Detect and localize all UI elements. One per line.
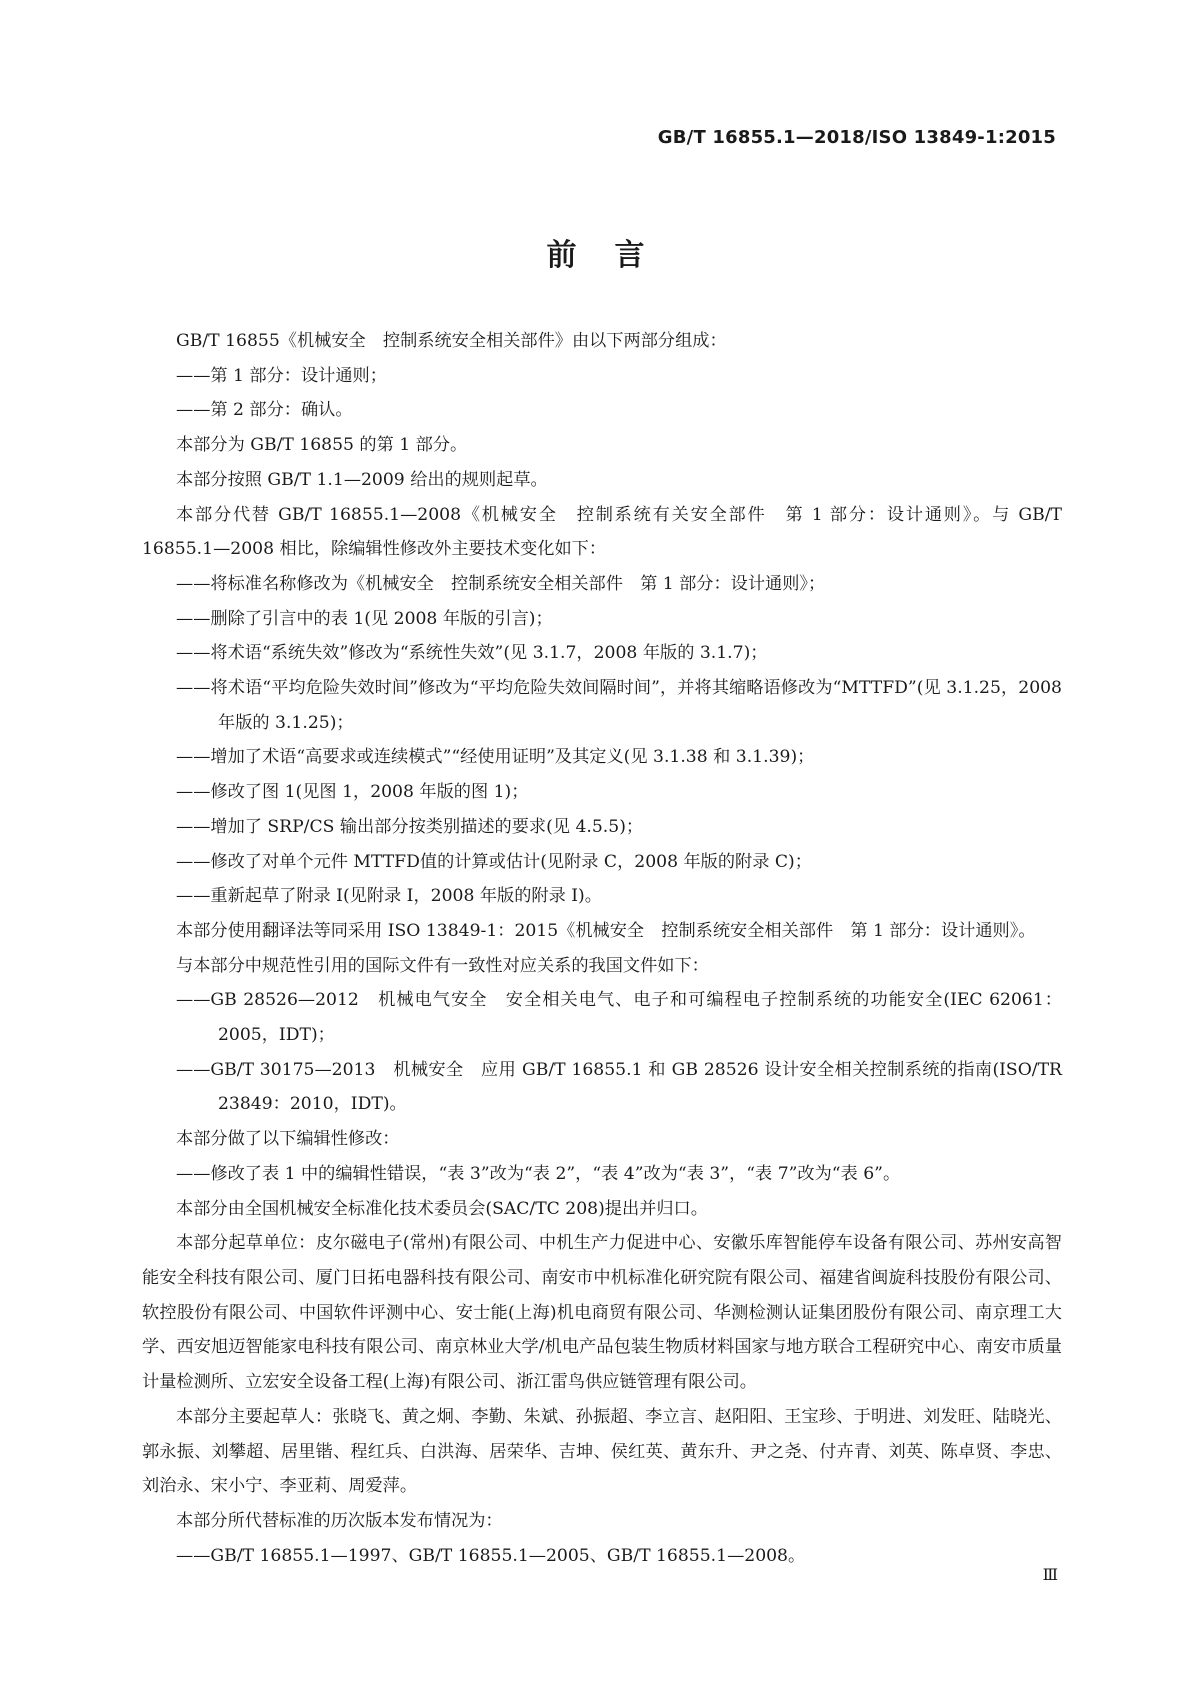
paragraph: 本部分为 GB/T 16855 的第 1 部分。 <box>176 435 468 456</box>
paragraph: 本部分所代替标准的历次版本发布情况为： <box>176 1510 503 1531</box>
page-title: 前言 <box>546 238 683 273</box>
paragraph: 本部分按照 GB/T 1.1—2009 给出的规则起草。 <box>176 469 548 490</box>
list-item: ——修改了表 1 中的编辑性错误，“表 3”改为“表 2”，“表 4”改为“表 3”，“表 7”改为“表 6”。 <box>176 1163 901 1184</box>
list-item: ——GB 28526—2012 机械电气安全 安全相关电气、电子和可编程电子控制系统的功能安全(IEC 62061：2005，IDT)； <box>176 990 1062 1046</box>
list-item: ——第 2 部分：确认。 <box>176 400 353 421</box>
paragraph: 本部分主要起草人：张晓飞、黄之炯、李勤、朱斌、孙振超、李立言、赵阳阳、王宝珍、于明进、刘发旺、陆晓光、郭永振、刘攀超、居里锴、程红兵、白洪海、居荣华、吉坤、侯红英、黄东升、尹之尧、付卉青、刘英、陈卓贤、李忠、刘治永、宋小宁、李亚莉、周爱萍。 <box>142 1406 1062 1497</box>
paragraph: GB/T 16855《机械安全 控制系统安全相关部件》由以下两部分组成： <box>176 331 727 351</box>
list-item: ——将标准名称修改为《机械安全 控制系统安全相关部件 第 1 部分：设计通则》； <box>176 573 826 594</box>
list-item: ——GB/T 30175—2013 机械安全 应用 GB/T 16855.1 和 GB 28526 设计安全相关控制系统的指南(ISO/TR 23849：2010，IDT)。 <box>176 1059 1062 1115</box>
list-item: ——删除了引言中的表 1(见 2008 年版的引言)； <box>176 608 553 629</box>
page-number: Ⅲ <box>1042 1565 1058 1584</box>
paragraph: 与本部分中规范性引用的国际文件有一致性对应关系的我国文件如下： <box>176 955 709 976</box>
list-item: ——将术语“平均危险失效时间”修改为“平均危险失效间隔时间”，并将其缩略语修改为“MTTFD”(见 3.1.25，2008 年版的 3.1.25)； <box>176 678 1062 733</box>
list-item: ——将术语“系统失效”修改为“系统性失效”(见 3.1.7，2008 年版的 3.1.7)； <box>176 643 768 664</box>
paragraph: 本部分代替 GB/T 16855.1—2008《机械安全 控制系统有关安全部件 第 1 部分：设计通则》。与 GB/T 16855.1—2008 相比，除编辑性修改外主要技术变化如下： <box>142 504 1062 560</box>
list-item: ——修改了对单个元件 MTTFD值的计算或估计(见附录 C，2008 年版的附录 C)； <box>176 851 812 872</box>
paragraph: 本部分由全国机械安全标准化技术委员会(SAC/TC 208)提出并归口。 <box>176 1198 708 1219</box>
list-item: ——修改了图 1(见图 1，2008 年版的图 1)； <box>176 782 529 803</box>
standard-number: GB/T 16855.1—2018/ISO 13849-1:2015 <box>657 127 1056 148</box>
list-item: ——GB/T 16855.1—1997、GB/T 16855.1—2005、GB/T 16855.1—2008。 <box>176 1545 806 1566</box>
list-item: ——增加了术语“高要求或连续模式”“经使用证明”及其定义(见 3.1.38 和 3.1.39)； <box>176 747 815 768</box>
list-item: ——重新起草了附录 I(见附录 I，2008 年版的附录 I)。 <box>176 886 602 907</box>
paragraph: 本部分起草单位：皮尔磁电子(常州)有限公司、中机生产力促进中心、安徽乐库智能停车设备有限公司、苏州安高智能安全科技有限公司、厦门日拓电器科技有限公司、南安市中机标准化研究院有限公司、福建省闽旋科技股份有限公司、软控股份有限公司、中国软件评测中心、安士能(上海)机电商贸有限公司、华测检测认证集团股份有限公司、南京理工大学、西安旭迈智能家电科技有限公司、南京林业大学/机电产品包装生物质材料国家与地方联合工程研究中心、南安市质量计量检测所、立宏安全设备工程(上海)有限公司、浙江雷鸟供应链管理有限公司。 <box>142 1233 1062 1393</box>
document-body <box>142 324 1062 1573</box>
paragraph: 本部分做了以下编辑性修改： <box>176 1129 400 1150</box>
list-item: ——增加了 SRP/CS 输出部分按类别描述的要求(见 4.5.5)； <box>176 816 644 837</box>
paragraph: 本部分使用翻译法等同采用 ISO 13849-1：2015《机械安全 控制系统安全相关部件 第 1 部分：设计通则》。 <box>176 920 1036 941</box>
list-item: ——第 1 部分：设计通则； <box>176 365 387 386</box>
